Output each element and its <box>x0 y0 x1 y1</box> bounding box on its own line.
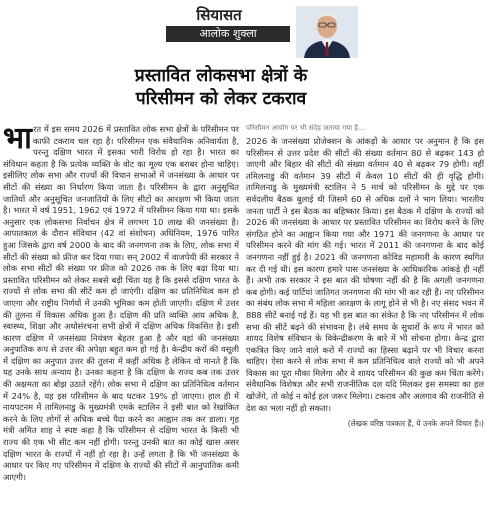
headline-line-2: परिसीमन को लेकर टकराव <box>135 89 307 109</box>
author-byline: आलोक शुक्ला <box>166 26 290 42</box>
headline-line-1: प्रस्तावित लोकसभा क्षेत्रों के <box>134 66 308 86</box>
article-text-right: 2026 के जनसंख्या प्रोजेक्शन के आंकड़ों के आधार पर अनुमान है कि इस परिसीमन से उत्तर प्रदेश की सीटों की संख्या वर्तमान 80 से बढ़कर 143 हो जाएगी और बिहार की सीटों की संख्या वर्तमान 40 से बढ़कर 79 होगी। वहीं तमिलनाडु की वर्तमान 39 सीटों में केवल 10 सीटों की ही वृद्धि होगी। तामिलनाडु के मुख्यमंत्री स्टालिन ने 5 मार्च को परिसीमन के मुद्दे पर एक सर्वदलीय बैठक बुलाई थी जिसमें 60 से अधिक दलों ने भाग लिया। भारतीय जनता पार्टी ने इस बैठक का बहिष्कार किया। इस बैठक में दक्षिण के राज्यों को 2026 की जनसंख्या के आधार पर प्रस्तावित परिसीमन का विरोध करने के लिए संगठित होने का आह्वान किया गया और 1971 की जनगणना के आधार पर परिसीमन करने की मांग की गई। भारत में 2011 की जनगणना के बाद कोई जनगणना नहीं हुई है। 2021 की जनगणना कोविड महामारी के कारण स्थगित कर दी गई थी। इस कारण हमारे पास जनसंख्या के आधिकारिक आंकड़े ही नहीं हैं। अभी तक सरकार ने इस बात की घोषणा नहीं की है कि अगली जनगणना कब होगी। कई पार्टियां जातिगत जनगणना की मांग भी कर रही हैं। नए परिसीमन का संबंध लोक सभा में महिला आरक्षण के लागू होने से भी है। नए संसद भवन में 888 सीटें बनाई गई हैं। यह भी इस बात का संकेत है कि नए परिसीमन में लोक सभा की सीटें बढ़ने की संभावना है। लंबे समय के सुधारों के रूप में भारत को शायद विशेष संविधान के विकेन्द्रीकरण के बारे में भी सोचना होगा। केन्द्र द्वारा एकत्रित किए जाने वाले करों में राज्यों का हिस्सा बढ़ाने पर भी विचार करना चाहिए। ऐसा करने से लोक सभा में कम प्रतिनिधित्व वाले राज्यों को भी अपने विकास का पूरा मौका मिलेगा और वे शायद परिसीमन की कुछ कम चिंता करेंगे। संवैधानिक विशेषज्ञ और सभी राजनीतिक दल यदि मिलकर इस समस्या का हल खोजेंगे, तो कोई न कोई हल जरूर मिलेगा। टकराव और अलगाव की राजनीति से देश का भला नहीं हो सकता। <box>246 136 484 413</box>
cut-off-line: परिसीमन आयोग पर भी संदेह जताया गया है... <box>246 124 365 132</box>
article-column-left <box>3 124 239 528</box>
article-column-right <box>246 124 484 528</box>
author-note: (लेखक वरिष्ठ पत्रकार हैं, ये उनके अपने विचार हैं।) <box>347 419 484 429</box>
column-tag: सियासत <box>196 6 242 24</box>
author-portrait-image <box>296 6 358 58</box>
article-headline <box>86 65 356 111</box>
article-text-left: रत में इस समय 2026 में प्रस्तावित लोक सभा क्षेत्रों के परिसीमन पर काफी टकराव चल रहा है। परिसीमन एक संवैधानिक अनिवार्यता है, परन्तु दक्षिण भारत में इसका भारी विरोध हो रहा है। भारत का संविधान कहता है कि प्रत्येक व्यक्ति के वोट का मूल्य एक बराबर होना चाहिए। इसीलिए लोक सभा और राज्यों की विधान सभाओं में जनसंख्या के आधार पर सीटों की संख्या का निर्धारण किया जाता है। परिसीमन के द्वारा अनुसूचित जातियों और अनुसूचित जनजातियों के लिए सीटों का आरक्षण भी किया जाता है। भारत में वर्ष 1951, 1962 एवं 1972 में परिसीमन किया गया था। इसके अनुसार एक लोकसभा निर्वाचन क्षेत्र में लगभग 10 लाख की जनसंख्या है। आपातकाल के दौरान संविधान (42 वां संशोधन) अधिनियम, 1976 पारित हुआ जिसके द्वारा वर्ष 2000 के बाद की जनगणना तक के लिए, लोक सभा में सीटों की संख्या को फ्रीज कर दिया गया। सन् 2002 में वाजपेयी की सरकार ने लोक सभा सीटों की संख्या पर फ्रीज को 2026 तक के लिए बढ़ा दिया था। प्रस्तावित परिसीमन को लेकर सबसे बड़ी चिंता यह है कि इससे दक्षिण भारत के राज्यों से लोक सभा की सीटें कम हो जाएंगी। दक्षिण का प्रतिनिधित्व कम हो जाएगा और राष्ट्रीय निर्णयों में उनकी भूमिका कम होती जाएगी। दक्षिण में उत्तर की तुलना में विकास अधिक हुआ है। दक्षिण की प्रति व्यक्ति आय अधिक है, स्वास्थ्य, शिक्षा और अधोसंरचना सभी क्षेत्रों में दक्षिण अधिक विकसित है। इसी कारण दक्षिण में जनसंख्या नियंत्रण बेहतर हुआ है और वहां की जनसंख्या अनुपातिक रूप से उत्तर की अपेक्षा बहुत कम हो गई है। केन्द्रीय करों की वसूली में दक्षिण का अनुपात उत्तर की तुलना में कहीं अधिक है लेकिन वो मानते हैं कि यह उनके साथ अन्याय है। उनका कहना है कि दक्षिण के राज्य कब तक उत्तर की अक्षमता का बोझ उठाते रहेंगे। लोक सभा में दक्षिण का प्रतिनिधित्व वर्तमान में 24% है, यह इस परिसीमन के बाद घटकर 19% हो जाएगा। हाल ही में नायपटनम में तामिलनाडु के मुख्यमंत्री एमके स्टालिन ने इसी बात को रेखांकित करने के लिए लोगों से अधिक बच्चे पैदा करने का आह्वान तक कर डाला। गृह मंत्री अमित शाह ने स्पष्ट कहा है कि परिसीमन से दक्षिण भारत के किसी भी राज्य की एक भी सीट कम नहीं होगी। परन्तु उनकी बात का कोई खास असर दक्षिण भारत के राज्यों में नहीं हो रहा है। उन्हें लगता है कि भी जनसंख्या के आधार पर किए गए परिसीमन में दक्षिण के राज्यों की सीटों में आनुपातिक कमी आएगी। <box>3 124 239 482</box>
author-photo <box>296 6 358 58</box>
drop-cap: भा <box>3 124 32 156</box>
